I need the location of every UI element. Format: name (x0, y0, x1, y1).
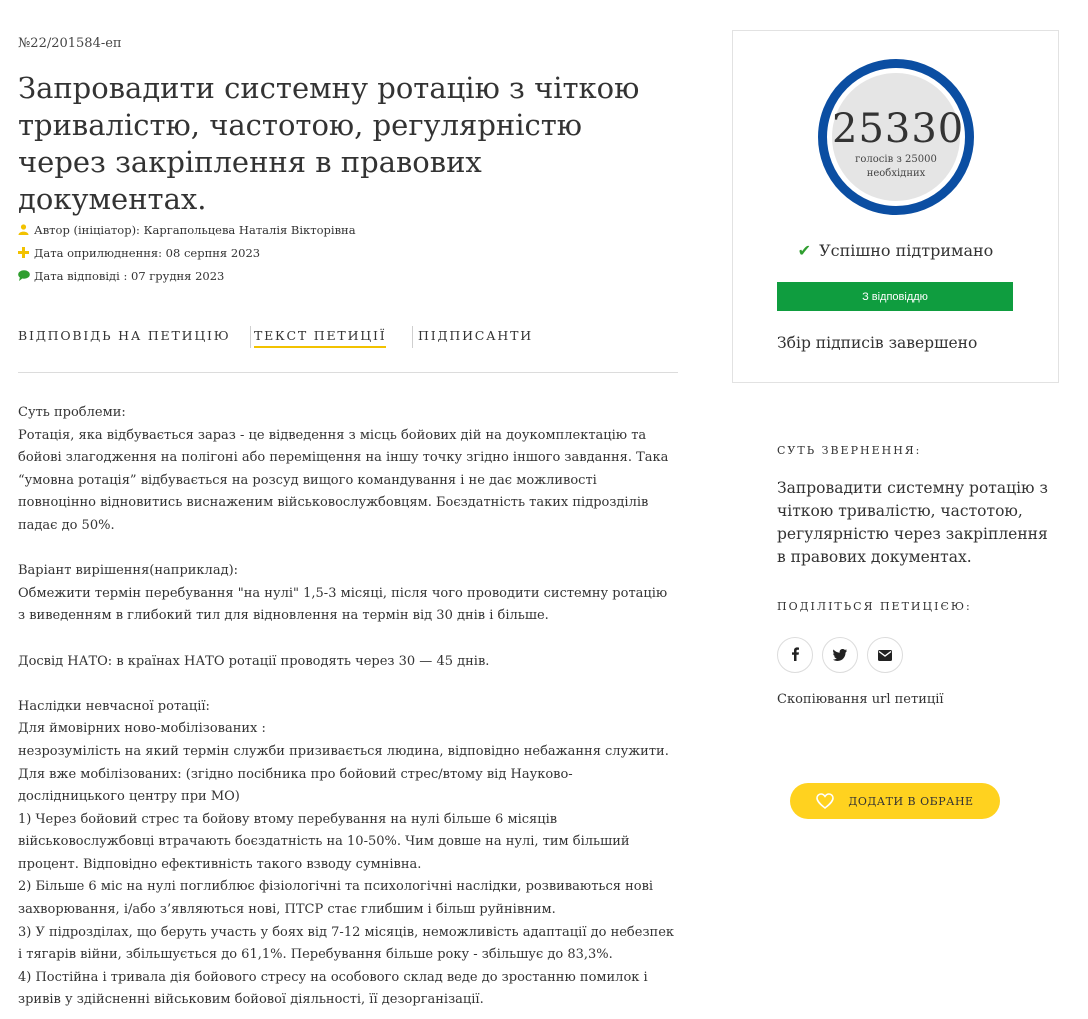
tab-signers[interactable]: ПІДПИСАНТИ (418, 328, 533, 343)
meta-author: Автор (ініціатор): Каргапольцева Наталія Вікторівна (34, 222, 356, 237)
support-status-text: Успішно підтримано (819, 241, 994, 260)
comment-icon (18, 270, 34, 281)
vote-count: 25330 (832, 106, 965, 152)
petition-number: №22/201584-еп (18, 36, 122, 51)
envelope-icon (878, 646, 892, 665)
meta-answered-row (18, 264, 356, 287)
consequence-line: 1) Через бойовий стрес та бойову втому перебування на нулі більше 6 місяців військовослужбовці втрачають боєздатність на 10-50%. Чим довше на нулі, тим більший процент. Відповідно ефективність такого взводу сумнівна. (18, 811, 630, 872)
consequence-line: незрозумілість на який термін служби призивається людина, відповідно небажання служити. (18, 743, 669, 759)
support-status (733, 241, 1058, 260)
solution-heading: Варіант вирішення(наприклад): (18, 563, 239, 579)
plus-icon (18, 247, 34, 258)
vote-circle-inner (832, 73, 965, 201)
problem-text: Ротація, яка відбувається зараз - це відведення з місць бойових дій на доукомплектацію та бойові злагодження на полігоні або переміщення на іншу точку згідно іншого завдання. Така “умовна ротація” відбувається на розсуд вищого командування і не дає можливості повноцінно відновитись виснаженим військовослужбовцям. Боєздатність таких підрозділів падає до 50%. (18, 427, 669, 533)
share-facebook-button[interactable] (777, 637, 813, 673)
tab-divider (412, 326, 413, 348)
solution-text: Обмежити термін перебування "на нулі" 1,5-3 місяці, після чого проводити системну ротацію з виведенням в глибокий тил для відновлення на термін від 30 днів і більше. (18, 585, 668, 624)
petition-meta (18, 218, 356, 287)
vote-caption (832, 153, 960, 181)
tab-divider (250, 326, 251, 348)
consequences-heading: Наслідки невчасної ротації: (18, 698, 210, 714)
consequence-line: Для ймовірних ново-мобілізованих : (18, 721, 266, 737)
share-twitter-button[interactable] (822, 637, 858, 673)
add-to-favorites-label: ДОДАТИ В ОБРАНЕ (848, 794, 974, 808)
petition-tabs (18, 318, 678, 373)
status-badge: З відповіддю (777, 282, 1013, 311)
vote-caption-line: необхідних (866, 168, 926, 179)
meta-author-row (18, 218, 356, 241)
checkmark-icon: ✔ (797, 241, 812, 260)
consequence-line: 3) У підрозділах, що беруть участь у боях від 7-12 місяців, неможливість адаптації до небезпек і тягарів війни, збільшується до 61,1%. Перебування більше року - збільшує до 83,3%. (18, 924, 675, 963)
consequence-line: Для вже мобілізованих: (згідно посібника про бойовий стрес/втому від Науково-дослідницького центру при МО) (18, 766, 573, 805)
copy-url-link[interactable]: Скопіювання url петиції (777, 692, 944, 707)
vote-progress-circle (818, 59, 974, 215)
share-email-button[interactable] (867, 637, 903, 673)
problem-heading: Суть проблеми: (18, 405, 126, 420)
petition-body (18, 402, 678, 1012)
summary-text: Запровадити системну ротацію з чіткою тривалістю, частотою, регулярністю через закріплення в правових документах. (777, 479, 1048, 566)
tab-answer[interactable]: ВІДПОВІДЬ НА ПЕТИЦІЮ (18, 328, 231, 343)
meta-answered: Дата відповіді : 07 грудня 2023 (34, 268, 225, 283)
consequence-line: 2) Більше 6 міс на нулі поглиблює фізіологічні та психологічні наслідки, розвиваються нові захворювання, і/або з’являються нові, ПТСР стає глибшим і більш руйнівним. (18, 879, 654, 918)
tab-petition-text[interactable]: ТЕКСТ ПЕТИЦІЇ (254, 328, 386, 348)
petition-status-card (732, 30, 1059, 383)
facebook-icon (790, 646, 800, 665)
heart-icon (816, 793, 834, 809)
summary-label: СУТЬ ЗВЕРНЕННЯ: (777, 444, 922, 457)
meta-published: Дата оприлюднення: 08 серпня 2023 (34, 245, 261, 260)
consequence-line: 4) Постійна і тривала дія бойового стресу на особового склад веде до зростанню помилок і зривів у здійсненні військовим бойової діяльності, її дезорганізації. (18, 969, 648, 1008)
add-to-favorites-button[interactable] (790, 783, 1000, 819)
meta-published-row (18, 241, 356, 264)
vote-caption-line: голосів з 25000 (855, 154, 937, 165)
page-title: Запровадити системну ротацію з чіткою тривалістю, частотою, регулярністю через закріплення в правових документах. (18, 71, 640, 216)
collection-closed-text: Збір підписів завершено (777, 334, 978, 352)
twitter-icon (833, 646, 847, 665)
share-label: ПОДІЛІТЬСЯ ПЕТИЦІЄЮ: (777, 600, 972, 613)
nato-text: Досвід НАТО: в країнах НАТО ротації проводять через 30 — 45 днів. (18, 653, 490, 669)
user-icon (18, 224, 34, 235)
